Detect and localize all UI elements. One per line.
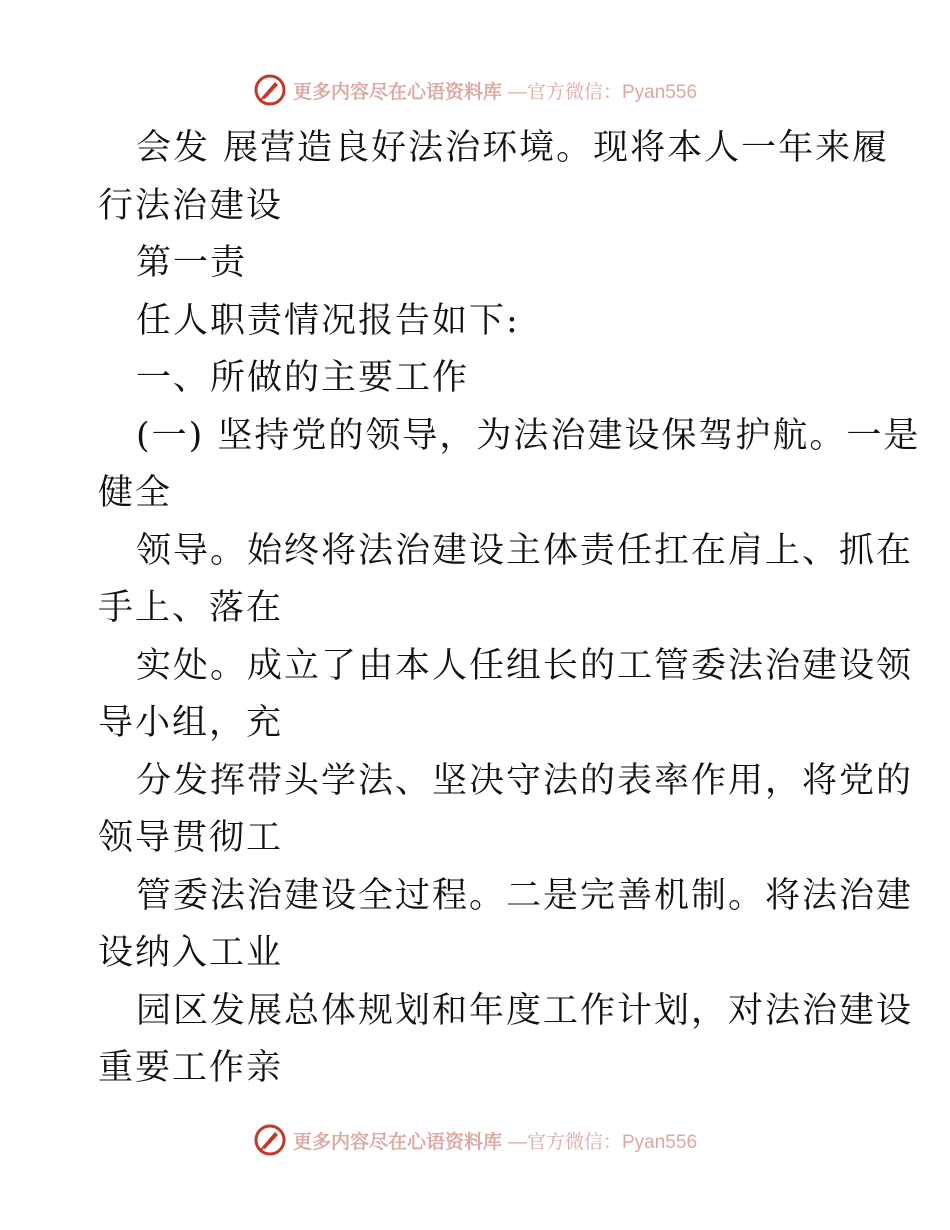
body-line: 管委法治建设全过程。二是完善机制。将法治建 xyxy=(136,875,914,916)
body-line: 任人职责情况报告如下: xyxy=(136,300,520,341)
body-line: 行法治建设 xyxy=(98,185,284,226)
section-heading: 一、所做的主要工作 xyxy=(136,358,470,398)
watermark-sub-text: —官方微信：Pyan556 xyxy=(508,1131,698,1153)
footer-watermark xyxy=(0,1120,950,1160)
body-line: 重要工作亲 xyxy=(98,1048,284,1088)
watermark-sub-text: —官方微信：Pyan556 xyxy=(508,81,698,103)
header-watermark xyxy=(0,70,950,110)
quill-logo-icon xyxy=(253,73,287,107)
body-line: 领导贯彻工 xyxy=(98,818,284,858)
body-line: 手上、落在 xyxy=(98,588,284,628)
body-line: 分发挥带头学法、坚决守法的表率作用，将党的 xyxy=(136,760,914,801)
watermark-main-text: 更多内容尽在心语资料库 xyxy=(292,1130,502,1153)
body-line: (一) 坚持党的领导，为法治建设保驾护航。一是 xyxy=(136,415,921,456)
watermark-main-text: 更多内容尽在心语资料库 xyxy=(292,80,502,103)
body-line: 领导。始终将法治建设主体责任扛在肩上、抓在 xyxy=(136,530,914,571)
body-line: 导小组，充 xyxy=(98,703,284,743)
document-body xyxy=(98,120,921,1098)
body-line: 会发 展营造良好法治环境。现将本人一年来履 xyxy=(136,128,890,168)
body-line: 实处。成立了由本人任组长的工管委法治建设领 xyxy=(136,645,914,686)
quill-logo-icon xyxy=(253,1123,287,1157)
body-line: 健全 xyxy=(98,473,173,513)
body-line: 第一责 xyxy=(136,243,248,283)
body-line: 设纳入工业 xyxy=(98,933,284,973)
body-line: 园区发展总体规划和年度工作计划，对法治建设 xyxy=(136,990,914,1031)
